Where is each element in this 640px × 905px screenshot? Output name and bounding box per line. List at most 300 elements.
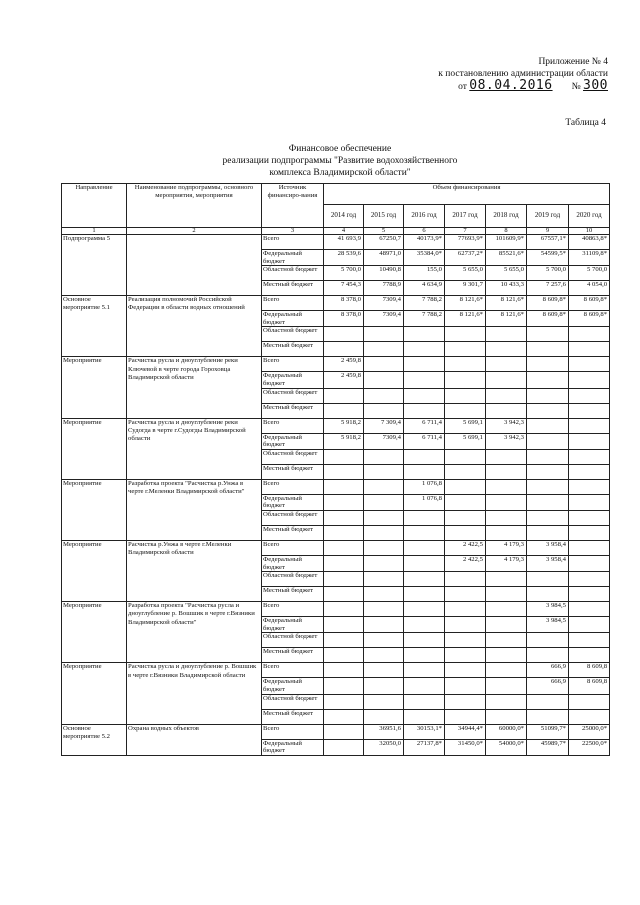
cell-amount <box>569 602 610 617</box>
cell-amount <box>324 724 364 739</box>
cell-amount: 8 609,8* <box>527 296 569 311</box>
cell-amount: 5 700,0 <box>569 266 610 281</box>
row-direction: Подпрограмма 5 <box>62 235 127 296</box>
cell-amount: 48971,0 <box>364 250 404 266</box>
cell-amount: 8 121,6* <box>445 296 486 311</box>
cell-amount <box>527 372 569 388</box>
row-funding-source: Местный бюджет <box>262 403 324 418</box>
col-index-number: 2 <box>127 228 262 235</box>
cell-amount <box>364 342 404 357</box>
cell-amount <box>445 449 486 464</box>
cell-amount <box>445 403 486 418</box>
cell-amount: 5 700,0 <box>527 266 569 281</box>
cell-amount <box>324 403 364 418</box>
row-funding-source: Местный бюджет <box>262 342 324 357</box>
cell-amount <box>445 648 486 663</box>
cell-amount <box>569 327 610 342</box>
cell-amount: 60000,0* <box>486 724 527 739</box>
cell-amount: 1 076,8 <box>404 479 445 494</box>
row-funding-source: Областной бюджет <box>262 449 324 464</box>
cell-amount <box>364 617 404 633</box>
row-direction: Мероприятие <box>62 540 127 601</box>
cell-amount <box>324 678 364 694</box>
table-row <box>62 357 610 372</box>
cell-amount <box>527 357 569 372</box>
row-funding-source: Всего <box>262 357 324 372</box>
table-row <box>62 418 610 433</box>
cell-amount <box>569 464 610 479</box>
cell-amount <box>324 479 364 494</box>
cell-amount <box>404 525 445 540</box>
cell-amount <box>404 663 445 678</box>
cell-amount <box>486 372 527 388</box>
cell-amount <box>445 709 486 724</box>
col-index-number: 6 <box>404 228 445 235</box>
cell-amount <box>324 663 364 678</box>
title-line-2: реализации подпрограммы "Развитие водохозяйственного <box>222 156 458 166</box>
title-line-1: Финансовое обеспечение <box>288 144 392 154</box>
cell-amount <box>445 525 486 540</box>
cell-amount <box>324 342 364 357</box>
cell-amount <box>486 602 527 617</box>
col-index-number: 8 <box>486 228 527 235</box>
cell-amount <box>445 494 486 510</box>
row-funding-source: Местный бюджет <box>262 648 324 663</box>
cell-amount: 22500,0* <box>569 739 610 755</box>
cell-amount <box>364 663 404 678</box>
cell-amount: 27137,8* <box>404 739 445 755</box>
cell-amount: 40863,8* <box>569 235 610 250</box>
cell-amount <box>324 555 364 571</box>
cell-amount: 7 788,2 <box>404 296 445 311</box>
cell-amount <box>527 694 569 709</box>
cell-amount: 4 634,9 <box>404 281 445 296</box>
cell-amount <box>324 602 364 617</box>
cell-amount <box>364 587 404 602</box>
cell-amount: 54000,0* <box>486 739 527 755</box>
cell-amount: 3 984,5 <box>527 602 569 617</box>
cell-amount <box>486 494 527 510</box>
cell-amount <box>324 587 364 602</box>
cell-amount <box>486 342 527 357</box>
row-funding-source: Федеральный бюджет <box>262 311 324 327</box>
cell-amount: 6 711,4 <box>404 433 445 449</box>
cell-amount <box>486 678 527 694</box>
row-funding-source: Областной бюджет <box>262 572 324 587</box>
cell-amount: 5 699,1 <box>445 418 486 433</box>
cell-amount <box>569 709 610 724</box>
cell-amount <box>527 464 569 479</box>
cell-amount: 31450,0* <box>445 739 486 755</box>
cell-amount <box>404 403 445 418</box>
row-funding-source: Федеральный бюджет <box>262 433 324 449</box>
cell-amount <box>364 494 404 510</box>
row-direction: Мероприятие <box>62 479 127 540</box>
cell-amount: 8 609,8 <box>569 678 610 694</box>
row-funding-source: Местный бюджет <box>262 281 324 296</box>
cell-amount <box>569 342 610 357</box>
cell-amount <box>364 572 404 587</box>
cell-amount <box>569 433 610 449</box>
cell-amount <box>364 633 404 648</box>
cell-amount: 51099,7* <box>527 724 569 739</box>
cell-amount <box>445 602 486 617</box>
cell-amount: 40173,9* <box>404 235 445 250</box>
cell-amount <box>404 388 445 403</box>
col-header-name: Наименование подпрограммы, основного мероприятия, мероприятия <box>127 184 262 228</box>
cell-amount: 3 958,4 <box>527 540 569 555</box>
decree-label: к постановлению администрации области <box>438 69 608 79</box>
cell-amount <box>527 648 569 663</box>
row-direction: Основное мероприятие 5.1 <box>62 296 127 357</box>
decree-date-line <box>438 80 608 93</box>
cell-amount <box>527 633 569 648</box>
cell-amount: 67250,7 <box>364 235 404 250</box>
cell-amount <box>445 678 486 694</box>
cell-amount: 32050,0 <box>364 739 404 755</box>
cell-amount: 8 609,8 <box>569 663 610 678</box>
col-index-number: 5 <box>364 228 404 235</box>
cell-amount: 2 422,5 <box>445 555 486 571</box>
cell-amount <box>569 694 610 709</box>
cell-amount <box>324 633 364 648</box>
cell-amount: 2 459,8 <box>324 372 364 388</box>
cell-amount: 3 942,3 <box>486 433 527 449</box>
cell-amount <box>324 525 364 540</box>
row-funding-source: Федеральный бюджет <box>262 372 324 388</box>
cell-amount: 7309,4 <box>364 433 404 449</box>
cell-amount: 8 121,6* <box>486 311 527 327</box>
number-prefix: № <box>571 82 581 92</box>
row-funding-source: Всего <box>262 602 324 617</box>
row-funding-source: Всего <box>262 296 324 311</box>
cell-amount <box>404 555 445 571</box>
row-funding-source: Федеральный бюджет <box>262 250 324 266</box>
cell-amount <box>404 464 445 479</box>
row-activity-name: Расчистка русла и дноуглубление реки Судогда в черте г.Судогды Владимирской области <box>127 418 262 479</box>
cell-amount <box>527 709 569 724</box>
cell-amount: 101609,9* <box>486 235 527 250</box>
cell-amount <box>404 694 445 709</box>
cell-amount: 36951,6 <box>364 724 404 739</box>
cell-amount <box>569 479 610 494</box>
cell-amount <box>445 572 486 587</box>
cell-amount: 10490,8 <box>364 266 404 281</box>
cell-amount: 2 422,5 <box>445 540 486 555</box>
cell-amount: 8 121,6* <box>445 311 486 327</box>
cell-amount: 10 433,3 <box>486 281 527 296</box>
cell-amount <box>569 403 610 418</box>
cell-amount: 666,9 <box>527 678 569 694</box>
row-activity-name <box>127 235 262 296</box>
cell-amount: 4 179,3 <box>486 540 527 555</box>
cell-amount: 5 918,2 <box>324 418 364 433</box>
document-header <box>438 56 608 93</box>
cell-amount: 1 076,8 <box>404 494 445 510</box>
cell-amount <box>445 510 486 525</box>
cell-amount: 7309,4 <box>364 311 404 327</box>
row-funding-source: Федеральный бюджет <box>262 555 324 571</box>
cell-amount <box>445 694 486 709</box>
row-funding-source: Местный бюджет <box>262 709 324 724</box>
cell-amount: 7 788,2 <box>404 311 445 327</box>
cell-amount <box>404 617 445 633</box>
title-line-3: комплекса Владимирской области" <box>269 168 411 178</box>
cell-amount: 28 539,6 <box>324 250 364 266</box>
cell-amount <box>445 464 486 479</box>
cell-amount: 45989,7* <box>527 739 569 755</box>
cell-amount <box>445 327 486 342</box>
row-direction: Основное мероприятие 5.2 <box>62 724 127 755</box>
cell-amount <box>364 678 404 694</box>
cell-amount: 31109,8* <box>569 250 610 266</box>
cell-amount <box>569 510 610 525</box>
cell-amount <box>486 525 527 540</box>
cell-amount <box>324 464 364 479</box>
table-row <box>62 296 610 311</box>
col-header-year: 2018 год <box>486 205 527 228</box>
row-activity-name: Расчистка русла и дноуглубление р. Вошшик в черте г.Вязники Владимирской области <box>127 663 262 724</box>
cell-amount: 5 699,1 <box>445 433 486 449</box>
cell-amount: 7 309,4 <box>364 418 404 433</box>
row-funding-source: Всего <box>262 235 324 250</box>
row-funding-source: Всего <box>262 540 324 555</box>
cell-amount <box>445 663 486 678</box>
cell-amount: 5 655,0 <box>486 266 527 281</box>
cell-amount <box>445 479 486 494</box>
cell-amount <box>445 388 486 403</box>
col-header-year: 2019 год <box>527 205 569 228</box>
row-activity-name: Разработка проекта "Расчистка р.Унжа в черте г.Меленки Владимирской области" <box>127 479 262 540</box>
cell-amount: 4 179,3 <box>486 555 527 571</box>
cell-amount <box>486 403 527 418</box>
cell-amount <box>445 633 486 648</box>
row-funding-source: Областной бюджет <box>262 633 324 648</box>
cell-amount <box>486 694 527 709</box>
cell-amount <box>527 510 569 525</box>
row-funding-source: Федеральный бюджет <box>262 617 324 633</box>
cell-amount: 7309,4 <box>364 296 404 311</box>
table-row <box>62 724 610 739</box>
cell-amount <box>324 572 364 587</box>
cell-amount: 8 378,0 <box>324 296 364 311</box>
col-header-volume: Объем финансирования <box>324 184 610 205</box>
cell-amount <box>324 694 364 709</box>
row-funding-source: Местный бюджет <box>262 525 324 540</box>
row-activity-name: Реализация полномочий Российской Федерации в области водных отношений <box>127 296 262 357</box>
cell-amount: 155,0 <box>404 266 445 281</box>
cell-amount <box>364 357 404 372</box>
cell-amount <box>527 342 569 357</box>
row-funding-source: Всего <box>262 663 324 678</box>
row-funding-source: Областной бюджет <box>262 327 324 342</box>
row-funding-source: Областной бюджет <box>262 388 324 403</box>
row-funding-source: Федеральный бюджет <box>262 494 324 510</box>
table-row <box>62 479 610 494</box>
cell-amount <box>404 357 445 372</box>
cell-amount <box>404 587 445 602</box>
appendix-label: Приложение № 4 <box>538 57 608 67</box>
col-index-number: 10 <box>569 228 610 235</box>
row-direction: Мероприятие <box>62 663 127 724</box>
cell-amount <box>364 540 404 555</box>
cell-amount: 8 121,6* <box>486 296 527 311</box>
cell-amount <box>324 540 364 555</box>
cell-amount <box>404 540 445 555</box>
cell-amount <box>486 648 527 663</box>
cell-amount <box>324 648 364 663</box>
cell-amount <box>324 449 364 464</box>
cell-amount <box>569 372 610 388</box>
cell-amount <box>364 372 404 388</box>
cell-amount <box>569 449 610 464</box>
cell-amount <box>364 464 404 479</box>
date-prefix: от <box>458 82 467 92</box>
row-funding-source: Всего <box>262 724 324 739</box>
col-header-year: 2014 год <box>324 205 364 228</box>
cell-amount <box>569 525 610 540</box>
cell-amount <box>364 449 404 464</box>
cell-amount <box>569 587 610 602</box>
cell-amount <box>324 709 364 724</box>
col-index-number: 3 <box>262 228 324 235</box>
cell-amount: 30153,1* <box>404 724 445 739</box>
cell-amount: 41 693,9 <box>324 235 364 250</box>
cell-amount <box>486 633 527 648</box>
cell-amount: 62737,2* <box>445 250 486 266</box>
cell-amount <box>486 449 527 464</box>
cell-amount <box>527 327 569 342</box>
cell-amount <box>404 648 445 663</box>
cell-amount <box>364 327 404 342</box>
cell-amount <box>404 633 445 648</box>
col-header-direction: Направление <box>62 184 127 228</box>
cell-amount <box>486 572 527 587</box>
cell-amount <box>404 342 445 357</box>
cell-amount <box>486 663 527 678</box>
row-direction: Мероприятие <box>62 357 127 418</box>
financing-table <box>61 183 610 756</box>
cell-amount: 8 609,8* <box>527 311 569 327</box>
row-funding-source: Областной бюджет <box>262 266 324 281</box>
cell-amount <box>486 510 527 525</box>
table-row <box>62 540 610 555</box>
cell-amount: 7788,9 <box>364 281 404 296</box>
cell-amount <box>527 587 569 602</box>
cell-amount <box>404 372 445 388</box>
cell-amount: 3 958,4 <box>527 555 569 571</box>
cell-amount <box>527 525 569 540</box>
cell-amount: 666,9 <box>527 663 569 678</box>
row-activity-name: Разработка проекта "Расчистка русла и дноуглубление р. Вошшик в черте г.Вязники Владимирской области" <box>127 602 262 663</box>
cell-amount <box>445 617 486 633</box>
cell-amount <box>569 555 610 571</box>
cell-amount <box>364 709 404 724</box>
cell-amount <box>569 648 610 663</box>
cell-amount: 67557,1* <box>527 235 569 250</box>
cell-amount <box>445 342 486 357</box>
cell-amount <box>364 648 404 663</box>
cell-amount <box>569 494 610 510</box>
cell-amount <box>364 403 404 418</box>
document-title <box>150 143 530 179</box>
cell-amount <box>486 464 527 479</box>
cell-amount <box>324 327 364 342</box>
row-funding-source: Федеральный бюджет <box>262 678 324 694</box>
cell-amount <box>569 418 610 433</box>
cell-amount <box>569 572 610 587</box>
cell-amount <box>486 388 527 403</box>
cell-amount <box>486 587 527 602</box>
cell-amount: 4 054,0 <box>569 281 610 296</box>
col-header-source: Источник финансиро-вания <box>262 184 324 228</box>
col-header-year: 2016 год <box>404 205 445 228</box>
cell-amount <box>527 449 569 464</box>
col-header-year: 2017 год <box>445 205 486 228</box>
cell-amount <box>569 388 610 403</box>
col-header-year: 2015 год <box>364 205 404 228</box>
cell-amount: 8 378,0 <box>324 311 364 327</box>
row-funding-source: Местный бюджет <box>262 587 324 602</box>
cell-amount <box>569 617 610 633</box>
cell-amount: 8 609,8* <box>569 311 610 327</box>
row-activity-name: Охрана водных объектов <box>127 724 262 755</box>
cell-amount <box>569 357 610 372</box>
cell-amount <box>324 388 364 403</box>
cell-amount <box>364 694 404 709</box>
cell-amount <box>486 327 527 342</box>
cell-amount: 54599,5* <box>527 250 569 266</box>
cell-amount <box>364 388 404 403</box>
cell-amount: 77693,9* <box>445 235 486 250</box>
cell-amount <box>445 357 486 372</box>
cell-amount: 7 454,3 <box>324 281 364 296</box>
cell-amount <box>324 739 364 755</box>
row-activity-name: Расчистка р.Унжа в черте г.Меленки Владимирской области <box>127 540 262 601</box>
cell-amount <box>527 494 569 510</box>
cell-amount <box>364 525 404 540</box>
cell-amount <box>486 617 527 633</box>
cell-amount: 25000,0* <box>569 724 610 739</box>
decree-number: 300 <box>583 78 608 93</box>
row-direction: Мероприятие <box>62 602 127 663</box>
cell-amount <box>364 555 404 571</box>
cell-amount <box>445 587 486 602</box>
cell-amount: 6 711,4 <box>404 418 445 433</box>
col-index-number: 4 <box>324 228 364 235</box>
row-funding-source: Всего <box>262 479 324 494</box>
col-header-year: 2020 год <box>569 205 610 228</box>
cell-amount: 7 257,6 <box>527 281 569 296</box>
cell-amount <box>324 494 364 510</box>
cell-amount <box>404 449 445 464</box>
decree-date: 08.04.2016 <box>469 78 553 93</box>
cell-amount <box>404 510 445 525</box>
row-direction: Мероприятие <box>62 418 127 479</box>
row-activity-name: Расчистка русла и дноуглубление реки Ключевой в черте города Гороховца Владимирской области <box>127 357 262 418</box>
row-funding-source: Всего <box>262 418 324 433</box>
table-row <box>62 602 610 617</box>
cell-amount: 8 609,8* <box>569 296 610 311</box>
cell-amount <box>404 709 445 724</box>
cell-amount: 5 918,2 <box>324 433 364 449</box>
cell-amount <box>324 617 364 633</box>
cell-amount <box>527 479 569 494</box>
row-funding-source: Местный бюджет <box>262 464 324 479</box>
cell-amount: 85521,6* <box>486 250 527 266</box>
cell-amount: 3 984,5 <box>527 617 569 633</box>
cell-amount <box>445 372 486 388</box>
